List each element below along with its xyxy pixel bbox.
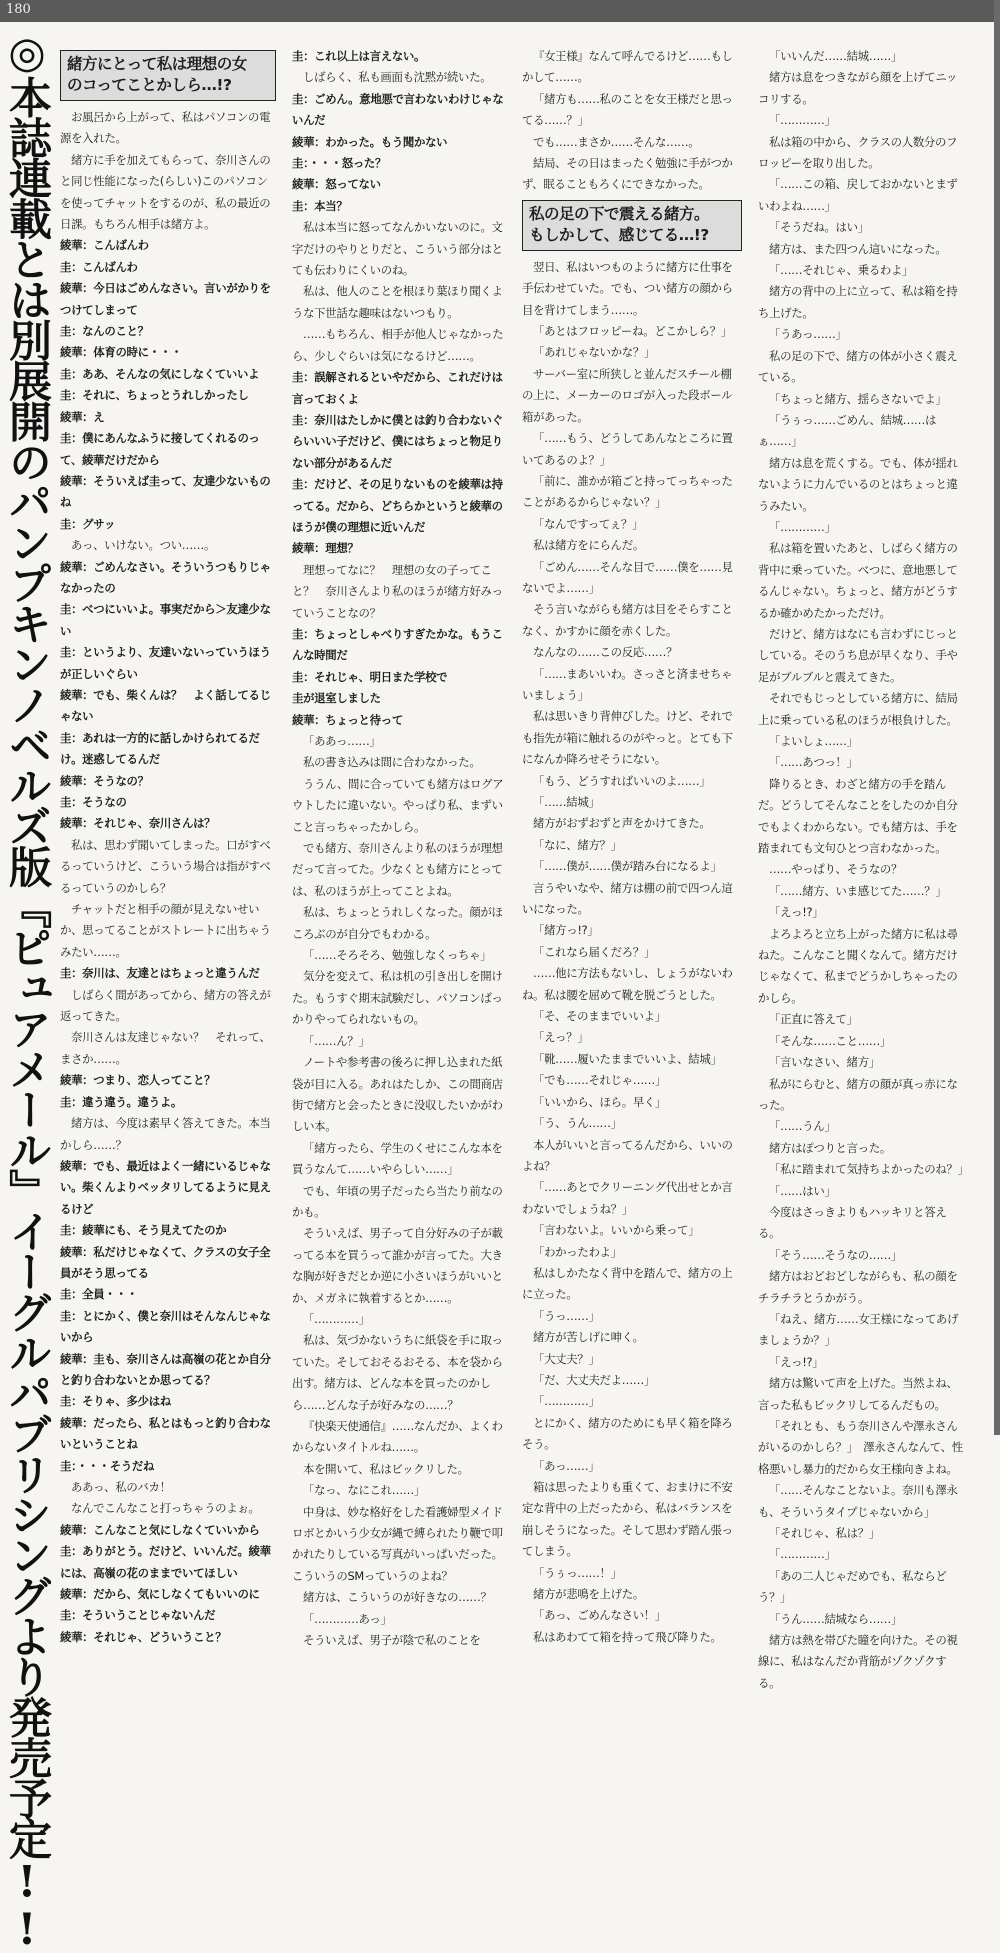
- chat-line: 綾華：体育の時に・・・: [60, 345, 182, 360]
- chat-line: 圭：ごめん。意地悪で言わないわけじゃないんだ: [292, 91, 504, 128]
- chat-line: 綾華：そうなの？: [60, 773, 149, 788]
- narration-line: 「あとはフロッピーね。どこかしら？」: [533, 324, 732, 339]
- chat-line: 綾華：怒ってない: [292, 177, 381, 192]
- narration-line: 「なっ、なにこれ……」: [303, 1483, 425, 1498]
- narration-line: 緒方はぽつりと言った。: [769, 1140, 891, 1155]
- narration-line: 緒方に手を加えてもらって、奈川さんのと同じ性能になった(らしい)このパソコンを使ってチャットをするのが、私の最近の日課。もちろん相手は緒方よ。: [60, 152, 271, 232]
- narration-line: 「うぅっ……！」: [533, 1565, 622, 1580]
- narration-line: 「そう……そうなの……」: [769, 1247, 903, 1262]
- narration-line: 「ちょっと緒方、揺らさないでよ」: [769, 391, 947, 406]
- narration-line: 緒方は驚いて声を上げた。当然よね、言った私もビックリしてるんだもの。: [758, 1376, 958, 1412]
- chat-line: 綾華：理想？: [292, 541, 359, 556]
- narration-line: でも、年頃の男子だったら当たり前なのかも。: [292, 1183, 503, 1219]
- narration-line: 「……うん」: [769, 1119, 836, 1134]
- narration-line: 私は、他人のことを根ほり葉ほり聞くような下世話な趣味はないつもり。: [292, 284, 503, 320]
- narration-line: お風呂から上がって、私はパソコンの電源を入れた。: [60, 110, 271, 146]
- chat-line: 綾華：つまり、恋人ってこと？: [60, 1073, 216, 1088]
- narration-line: 「えっ!?」: [769, 1354, 824, 1369]
- narration-line: ああっ、私のバカ！: [71, 1480, 171, 1494]
- chat-line: 綾華：それじゃ、どういうこと？: [60, 1629, 227, 1644]
- narration-line: 今度はさっきよりもハッキリと答える。: [758, 1204, 947, 1241]
- narration-line: あっ、いけない。つい……。: [71, 538, 216, 553]
- chat-line: 圭：本当？: [292, 198, 348, 213]
- chat-line: 綾華：え: [60, 409, 105, 424]
- narration-line: 私は、気づかないうちに紙袋を手に取っていた。そしておそるおそる、本を袋から出す。緒方は、どんな本を買ったのかしら……どんな子が好みなの……？: [292, 1333, 503, 1412]
- chat-line: 圭：違う違う。違うよ。: [60, 1094, 182, 1109]
- narration-line: よろよろと立ち上がった緒方に私は尋ねた。こんなこと聞くなんて。緒方だけじゃなくて、私までどうかしちゃったのかしら。: [758, 926, 958, 1005]
- chat-line: 圭：それじゃ、明日また学校で: [292, 669, 448, 684]
- chat-line: 圭：全員・・・: [60, 1287, 138, 1302]
- chat-line: 綾華：でも、柴くんは？ よく話してるじゃない: [60, 687, 271, 724]
- narration-line: 緒方は、今度は素早く答えてきた。本当かしら……？: [60, 1116, 271, 1152]
- narration-line: 「あれじゃないかな？」: [533, 345, 655, 360]
- narration-line: 「ああっ……」: [303, 734, 381, 748]
- chat-line: 圭：なんのこと？: [60, 324, 149, 339]
- narration-line: でも緒方、奈川さんより私のほうが理想だって言ってた。少なくとも緒方にとっては、私のほうが上ってことよね。: [292, 841, 503, 898]
- narration-line: 「それとも、もう奈川さんや澤永さんがいるのかしら？」 澤永さんなんて、性格悪いし暴力的だから女王様向きよね。: [758, 1419, 963, 1476]
- narration-line: 「そうだね。はい」: [769, 220, 869, 235]
- narration-line: 「あの二人じゃだめでも、私ならどう？」: [758, 1568, 947, 1605]
- narration-line: とにかく、緒方のためにも早く箱を降ろそう。: [522, 1415, 733, 1452]
- column-1-body: [60, 107, 276, 1648]
- narration-line: そう言いながらも緒方は目をそらすことなく、かすかに顔を赤くした。: [522, 602, 733, 638]
- narration-line: 私はしかたなく背中を踏んで、緒方の上に立った。: [522, 1265, 733, 1302]
- narration-line: 「靴……履いたままでいいよ、結城」: [533, 1051, 722, 1066]
- narration-line: ううん、間に合っていても緒方はログアウトしたに違いない。やっぱり私、まずいこと言っちゃったかしら。: [292, 776, 504, 834]
- narration-line: 「言いなさい、緒方」: [769, 1055, 880, 1070]
- narration-line: 「あっ……」: [533, 1458, 600, 1473]
- chat-line: 綾華：圭も、奈川さんは高嶺の花とか自分と釣り合わないとか思ってる？: [60, 1351, 271, 1387]
- narration-line: 「……そろそろ、勉強しなくっちゃ」: [303, 948, 492, 963]
- narration-line: 「……緒方、いま感じてた……？」: [769, 883, 947, 898]
- narration-line: 「緒方も……私のことを女王様だと思ってる……？」: [522, 91, 733, 128]
- narration-line: しばらく、私も画面も沈黙が続いた。: [303, 70, 492, 85]
- narration-line: 緒方の背中の上に立って、私は箱を持ち上げた。: [758, 284, 958, 320]
- narration-line: 私がにらむと、緒方の顔が真っ赤になった。: [758, 1076, 958, 1112]
- narration-line: 「……まあいいわ。さっさと済ませちゃいましょう」: [522, 666, 733, 702]
- narration-line: 「うっ……」: [533, 1308, 600, 1323]
- narration-line: 「……そんなことないよ。奈川も澤永も、そういうタイプじゃないから」: [758, 1483, 958, 1519]
- narration-line: 気分を変えて、私は机の引き出しを開けた。もうすぐ期末試験だし、パソコンばっかりやってられないもの。: [292, 969, 503, 1027]
- chat-line: 圭：綾華にも、そう見えてたのか: [60, 1223, 227, 1238]
- chat-line: 綾華：そういえば圭って、友達少ないものね: [60, 473, 271, 510]
- narration-line: 「……もう、どうしてあんなところに置いてあるのよ？」: [522, 431, 733, 467]
- section-heading-1: 緒方にとって私は理想の女 のコってことかしら…!?: [60, 50, 276, 101]
- narration-line: そういえば、男子が陰で私のことを: [303, 1633, 481, 1648]
- narration-line: 「正直に答えて」: [769, 1012, 858, 1027]
- narration-line: 「ごめん……そんな目で……僕を……見ないでよ……」: [522, 559, 733, 595]
- chat-line: 圭：こんばんわ: [60, 259, 138, 274]
- narration-line: 「いいんだ……結城……」: [769, 49, 903, 63]
- narration-line: 「緒方ったら、学生のくせにこんな本を買うなんて……いやらしい……」: [292, 1140, 503, 1177]
- chat-line: 綾華：こんなこと気にしなくていいから: [60, 1522, 260, 1537]
- narration-line: ……やっぱり、そうなの？: [769, 862, 903, 877]
- chat-line: 圭：僕にあんなふうに接してくれるのって、綾華だけだから: [60, 431, 260, 467]
- narration-line: 「わかったわよ」: [533, 1244, 622, 1259]
- vertical-banner: ◎本誌連載とは別展開のパンプキンノベルズ版『ピュアメール』イーグルパブリシングより発売予定!!: [2, 28, 52, 1953]
- narration-line: 私の足の下で、緒方の体が小さく震えている。: [758, 348, 958, 385]
- narration-line: 「う、うん……」: [533, 1116, 622, 1131]
- narration-line: 「だ、大丈夫だよ……」: [533, 1372, 655, 1387]
- narration-line: 「えっ？」: [533, 1030, 589, 1045]
- chat-line: 圭：とにかく、僕と奈川はそんなんじゃないから: [60, 1308, 271, 1345]
- narration-line: 緒方は熱を帯びた瞳を向けた。その視線に、私はなんだか背筋がゾクゾクする。: [758, 1633, 958, 1690]
- narration-line: 「なに、緒方？」: [533, 837, 622, 852]
- column-3-body-bottom: [522, 257, 742, 1648]
- text-column-3: [522, 46, 742, 1644]
- chat-line: 圭：そりゃ、多少はね: [60, 1394, 171, 1409]
- narration-line: なんでこんなこと打っちゃうのよぉ。: [71, 1501, 260, 1516]
- narration-line: 「…………」: [769, 113, 836, 128]
- chat-line: 綾華：わかった。もう聞かない: [292, 134, 448, 149]
- narration-line: 「……ん？」: [303, 1033, 370, 1048]
- narration-line: でも……まさか……そんな……。: [533, 134, 700, 149]
- chat-line: 圭が退室しました: [292, 691, 381, 706]
- chat-line: 圭：奈川は、友達とはちょっと違うんだ: [60, 966, 260, 981]
- narration-line: 「もう、どうすればいいのよ……」: [533, 773, 711, 788]
- narration-line: 「言わないよ。いいから乗って」: [533, 1223, 700, 1238]
- page-edge-border: [994, 0, 1000, 1435]
- chat-line: 圭：ちょっとしゃべりすぎたかな。もうこんな時間だ: [292, 626, 503, 663]
- narration-line: 「…………」: [303, 1311, 370, 1326]
- narration-line: 「……それじゃ、乗るわよ」: [769, 263, 914, 278]
- narration-line: 翌日、私はいつものように緒方に仕事を手伝わせていた。でも、つい緒方の顔から目を背けてしまう……。: [522, 259, 733, 317]
- narration-line: 「……僕が……僕が踏み台になるよ」: [533, 859, 722, 874]
- text-column-1: [60, 46, 276, 1644]
- chat-line: 圭：誤解されるといやだから、これだけは言っておくよ: [292, 370, 503, 406]
- narration-line: しばらく間があってから、緒方の答えが返ってきた。: [60, 987, 271, 1024]
- text-column-2: [292, 46, 508, 1648]
- narration-line: ……もちろん、相手が他人じゃなかったら、少しぐらいは気になるけど……。: [292, 327, 504, 363]
- chat-line: 綾華：ごめんなさい。そういうつもりじゃなかったの: [60, 559, 271, 595]
- chat-line: 圭：そうなの: [60, 795, 127, 809]
- chat-line: 圭：・・・怒った？: [292, 156, 387, 171]
- chat-line: 綾華：こんばんわ: [60, 238, 149, 253]
- narration-line: 「よいしょ……」: [769, 734, 858, 748]
- chat-line: 圭：ありがとう。だけど、いいんだ。綾華には、高嶺の花のままでいてほしい: [60, 1544, 271, 1580]
- chat-line: 綾華：ちょっと待って: [292, 712, 403, 727]
- narration-line: 「えっ!?」: [769, 905, 824, 920]
- chat-line: 圭：奈川はたしかに僕とは釣り合わないぐらいいい子だけど、僕にはちょっと物足りない部分があるんだ: [292, 412, 503, 470]
- narration-line: ノートや参考書の後ろに押し込まれた紙袋が目に入る。あれはたしか、この間商店街で緒方と会ったときに没収したいかがわしい本。: [292, 1055, 503, 1134]
- narration-line: 私は箱の中から、クラスの人数分のフロッピーを取り出した。: [758, 134, 958, 171]
- narration-line: 緒方が苦しげに呻く。: [533, 1330, 644, 1345]
- narration-line: ……他に方法もないし、しょうがないわね。私は腰を屈めて靴を脱ごうとした。: [522, 966, 733, 1002]
- column-2-body: [292, 46, 508, 1651]
- narration-line: 降りるとき、わざと緒方の手を踏んだ。どうしてそんなことをしたのか自分でもよくわからない。でも緒方は、手を踏まれても文句ひとつ言わなかった。: [758, 776, 958, 856]
- narration-line: 「うん……結城なら……」: [769, 1611, 903, 1626]
- chat-line: 圭：というより、友達いないっていうほうが正しいぐらい: [60, 645, 271, 681]
- narration-line: 緒方がおずおずと声をかけてきた。: [533, 816, 711, 831]
- narration-line: 緒方はおどおどしながらも、私の顔をチラチラとうかがう。: [758, 1269, 958, 1305]
- narration-line: 「私に踏まれて気持ちよかったのね？」: [769, 1162, 969, 1177]
- narration-line: それでもじっとしている緒方に、結局上に乗っている私のほうが根負けした。: [758, 691, 958, 727]
- narration-line: 「ねえ、緒方……女王様になってあげましょうか？」: [758, 1311, 959, 1348]
- narration-line: 「そんな……こと……」: [769, 1033, 891, 1048]
- chat-line: 圭：そういうことじゃないんだ: [60, 1608, 216, 1623]
- chat-line: 綾華：だから、気にしなくてもいいのに: [60, 1587, 260, 1602]
- text-column-4: [758, 46, 969, 1690]
- narration-line: 結局、その日はまったく勉強に手がつかず、眠ることもろくにできなかった。: [522, 156, 733, 192]
- narration-line: だけど、緒方はなにも言わずにじっとしている。そのうち息が早くなり、手や足がブルブルと震えてきた。: [758, 626, 958, 684]
- narration-line: そういえば、男子って自分好みの子が載ってる本を買うって誰かが言ってた。大きな胸が好きだとか逆に小さいほうがいいとか、メガネに執着するとか……。: [292, 1226, 503, 1305]
- chat-line: 綾華：私だけじゃなくて、クラスの女子全員がそう思ってる: [60, 1244, 271, 1280]
- narration-line: 本人がいいと言ってるんだから、いいのよね？: [522, 1137, 733, 1173]
- narration-line: 緒方は、こういうのが好きなの……？: [303, 1590, 492, 1605]
- page-number: 180: [6, 2, 31, 17]
- narration-line: 「…………」: [769, 1547, 836, 1562]
- narration-line: 「うぅっ……ごめん、結城……はぁ……」: [758, 412, 937, 449]
- section-heading-2: 私の足の下で震える緒方。 もしかして、感じてる…!?: [522, 200, 742, 251]
- chat-line: 圭：あれは一方的に話しかけられてるだけ。迷惑してるんだ: [60, 730, 260, 767]
- narration-line: 「…………」: [769, 519, 836, 534]
- narration-line: 「あっ、ごめんなさい！」: [533, 1608, 666, 1623]
- page-header-band: [0, 0, 1000, 22]
- chat-line: 圭：だけど、その足りないものを綾華は持ってる。だから、どちらかというと綾華のほうが僕の理想に近いんだ: [292, 477, 503, 534]
- narration-line: 私の書き込みは間に合わなかった。: [303, 755, 481, 770]
- narration-line: 私は箱を置いたあと、しばらく緒方の背中に乗っていた。べつに、意地悪してるんじゃない。ちょっと、緒方がどうするか確かめたかっただけ。: [758, 541, 958, 620]
- narration-line: 「……あとでクリーニング代出せとか言わないでしょうね？」: [522, 1180, 733, 1216]
- narration-line: 「これなら届くだろ？」: [533, 944, 655, 959]
- chat-line: 圭：それに、ちょっとうれしかったし: [60, 388, 249, 403]
- chat-line: 圭：ああ、そんなの気にしなくていいよ: [60, 366, 260, 381]
- narration-line: 私はあわてて箱を持って飛び降りた。: [533, 1629, 722, 1644]
- narration-line: サーバー室に所狭しと並んだスチール棚の上に、メーカーのロゴが入った段ボール箱があった。: [522, 366, 733, 424]
- chat-line: 綾華：だったら、私とはもっと釣り合わないということね: [60, 1415, 271, 1452]
- narration-line: なんなの……この反応……？: [533, 645, 678, 660]
- narration-line: 「大丈夫？」: [533, 1351, 600, 1366]
- narration-line: 私は緒方をにらんだ。: [533, 538, 644, 553]
- narration-line: 緒方は息をつきながら顔を上げてニッコリする。: [758, 70, 958, 106]
- narration-line: 「…………」: [533, 1394, 600, 1409]
- narration-line: チャットだと相手の顔が見えないせいか、思ってることがストレートに出ちゃうみたい……。: [60, 902, 271, 959]
- narration-line: 私は、ちょっとうれしくなった。顔がほころぶのが自分でもわかる。: [292, 905, 503, 941]
- narration-line: 『女王様』なんて呼んでるけど……もしかして……。: [522, 49, 733, 85]
- narration-line: 緒方が悲鳴を上げた。: [533, 1587, 644, 1602]
- narration-line: 「でも……それじゃ……」: [533, 1073, 667, 1088]
- column-3-body-top: [522, 46, 742, 196]
- narration-line: 「…………あっ」: [303, 1611, 392, 1626]
- narration-line: 私は本当に怒ってなんかいないのに。文字だけのやりとりだと、こういう部分はとても伝わりにくいのね。: [292, 220, 503, 278]
- narration-line: 「なんですってぇ？」: [533, 516, 644, 531]
- chat-line: 綾華：今日はごめんなさい。言いがかりをつけてしまって: [60, 281, 271, 317]
- narration-line: 緒方は、また四つん這いになった。: [769, 241, 947, 256]
- narration-line: 私は思いきり背伸びした。けど、それでも指先が箱に触れるのがやっと。とても下になんか降ろせそうにない。: [522, 709, 733, 767]
- narration-line: 「そ、そのままでいいよ」: [533, 1009, 666, 1024]
- narration-line: 箱は思ったよりも重くて、おまけに不安定な背中の上だったから、私はバランスを崩しそうになった。そして思わず踏ん張ってしまう。: [522, 1480, 733, 1559]
- narration-line: 『快楽天使通信』……なんだか、よくわからないタイトルね……。: [292, 1419, 503, 1455]
- narration-line: 緒方は息を荒くする。でも、体が揺れないように力んでいるのとはちょっと違うみたい。: [758, 455, 958, 513]
- chat-line: 圭：これ以上は言えない。: [292, 49, 426, 63]
- narration-line: 「……この箱、戻しておかないとまずいわよね……」: [758, 177, 958, 213]
- chat-line: 綾華：でも、最近はよく一緒にいるじゃない。柴くんよりベッタリしてるように見えるけど: [60, 1158, 271, 1216]
- narration-line: 「……あつっ！」: [769, 755, 858, 770]
- chat-line: 圭：グサッ: [60, 516, 116, 531]
- narration-line: 「それじゃ、私は？」: [769, 1526, 880, 1541]
- narration-line: 奈川さんは友達じゃない？ それって、まさか……。: [60, 1030, 271, 1066]
- narration-line: 「……はい」: [769, 1183, 836, 1198]
- column-4-body: [758, 46, 968, 1694]
- narration-line: 「いいから、ほら。早く」: [533, 1094, 667, 1109]
- chat-line: 圭：・・・そうだね: [60, 1458, 155, 1473]
- narration-line: 私は、思わず聞いてしまった。口がすべるっていうけど、こういう場合は指がすべるっていうのかしら？: [60, 837, 271, 895]
- narration-line: 「緒方っ!?」: [533, 923, 599, 938]
- narration-line: 「……結城」: [533, 795, 600, 809]
- narration-line: 「前に、誰かが箱ごと持ってっちゃったことがあるからじゃない？」: [522, 473, 733, 510]
- narration-line: 理想ってなに？ 理想の女の子ってこと？ 奈川さんより私のほうが緒方好みっていうことなの？: [292, 562, 503, 620]
- narration-line: 言うやいなや、緒方は棚の前で四つん這いになった。: [522, 880, 733, 917]
- narration-line: 中身は、妙な格好をした看護婦型メイドロボとかいう少女が縄で縛られたり鞭で叩かれたりしている写真がいっぱいだった。こういうのSMっていうのよね？: [292, 1504, 503, 1583]
- narration-line: 本を開いて、私はビックリした。: [303, 1461, 469, 1476]
- chat-line: 綾華：それじゃ、奈川さんは？: [60, 816, 216, 831]
- chat-line: 圭：べつにいいよ。事実だから＞友達少ない: [60, 602, 271, 638]
- narration-line: 「うあっ……」: [769, 327, 847, 342]
